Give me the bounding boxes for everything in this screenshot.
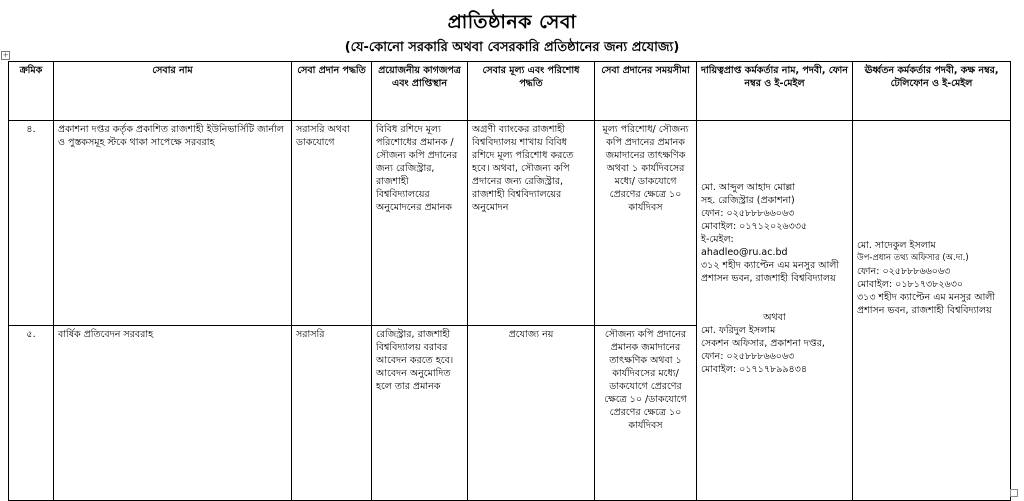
table-row <box>9 121 1011 326</box>
senior-room: ৩১৩ শহীদ ক্যাপ্টেন এম মনসুর আলী প্রশাসন ভবন, রাজশাহী বিশ্ববিদ্যালয় <box>857 292 996 316</box>
cell-documents: বিবিধ রশিদে মূল্য পরিশোধের প্রমানক / সৌজন্য কপি প্রদানের জন্য রেজিস্ট্রার, রাজশাহী বিশ্ববিদ্যালয়ের অনুমোদনের প্রমানক <box>372 121 468 326</box>
header-officer: দায়িত্বপ্রাপ্ত কর্মকর্তার নাম, পদবী, ফোন নম্বর ও ই-মেইল <box>697 62 853 121</box>
officer-mobile-1: মোবাইল: ০১৭১২০২৬৩৩৫ <box>701 221 808 232</box>
cell-service-name: প্রকাশনা দপ্তর কর্তৃক প্রকাশিত রাজশাহী ইউনিভার্সিটি জার্নাল ও পুস্তকসমূহ স্টকে থাকা সাপেক্ষে সরবরাহ <box>54 121 292 326</box>
header-serial: ক্রমিক <box>9 62 54 121</box>
officer-phone-2: ফোন: ০২৫৮৮৮৬৬০৬৩ <box>701 351 795 362</box>
table-resize-handle[interactable] <box>1010 489 1018 497</box>
page-title: প্রাতিষ্ঠানক সেবা <box>447 11 577 33</box>
cell-documents: রেজিস্ট্রার, রাজশাহী বিশ্ববিদ্যালয় বরাবর আবেদন করতে হবে। আবেদন অনুমোদিত হলে তার প্রমানক <box>372 326 468 501</box>
page-subtitle: (যে-কোনো সরকারি অথবা বেসরকারি প্রতিষ্ঠানের জন্য প্রযোজ্য) <box>344 40 680 55</box>
cell-serial: ৫. <box>9 326 54 501</box>
officer-name-1: মো. আব্দুল আহাদ মোল্লা <box>701 182 796 193</box>
officer-mobile-2: মোবাইল: ০১৭১৭৮৯৯৪৩৪ <box>701 364 808 375</box>
senior-mobile: মোবাইল: ০১৮১৭৩৮২৬৩০ <box>857 279 964 290</box>
senior-phone: ফোন: ০২৫৮৮৮৬৬০৬৩ <box>857 266 951 277</box>
cell-serial: ৪. <box>9 121 54 326</box>
cell-method: সরাসরি অথবা ডাকযোগে <box>292 121 372 326</box>
officer-name-2: মো. ফরিদুল ইসলাম <box>701 325 776 336</box>
table-header-row <box>9 62 1011 121</box>
cell-officer <box>697 121 853 501</box>
service-table <box>8 61 1011 501</box>
cell-time: মূল্য পরিশোধ/ সৌজন্য কপি প্রদানের প্রমানক জমাদানের তাৎক্ষণিক অথবা ১ কার্যদিবসের মধ্যে/ ডাকযোগে প্রেরণের ক্ষেত্রে ১০ কার্যদিবস <box>595 121 697 326</box>
header-method: সেবা প্রদান পদ্ধতি <box>292 62 372 121</box>
header-time: সেবা প্রদানের সময়সীমা <box>595 62 697 121</box>
officer-email[interactable]: ahadleo@ru.ac.bd <box>701 247 788 258</box>
senior-title: উপ-প্রধান তথ্য অফিসার (অ.দা.) <box>857 253 969 263</box>
cell-method: সরাসরি <box>292 326 372 501</box>
header-senior: ঊর্ধ্বতন কর্মকর্তার পদবী, কক্ষ নম্বর, টেলিফোন ও ই-মেইল <box>853 62 1011 121</box>
officer-title-1: সহ. রেজিস্ট্রার (প্রকাশনা) <box>701 195 795 206</box>
header-service-name: সেবার নাম <box>54 62 292 121</box>
cell-fee: প্রযোজ্য নয় <box>468 326 595 501</box>
cell-service-name: বার্ষিক প্রতিবেদন সরবরাহ <box>54 326 292 501</box>
table-move-handle[interactable]: + <box>2 51 9 59</box>
cell-senior <box>853 121 1011 501</box>
officer-phone-1: ফোন: ০২৫৮৮৮৬৬০৬৩ <box>701 208 795 219</box>
officer-room: ৩১২ শহীদ ক্যাপ্টেন এম মনসুর আলী প্রশাসন ভবন, রাজশাহী বিশ্ববিদ্যালয় <box>701 260 840 284</box>
officer-or: অথবা <box>763 312 786 323</box>
officer-title-2: সেকশন অফিসার, প্রকাশনা দপ্তর, <box>701 338 825 349</box>
senior-name: মো. সাদেকুল ইসলাম <box>857 240 936 251</box>
officer-email-label: ই-মেইল: <box>701 234 734 245</box>
cell-fee: অগ্রণী ব্যাংকের রাজশাহী বিশ্ববিদ্যালয় শাখায় বিবিধ রশিদে মূল্য পরিশোধ করতে হবে। অথবা, সৌজন্য কপি প্রদানের জন্য রেজিস্ট্রার, রাজশাহী বিশ্ববিদ্যালয়ের অনুমোদন <box>468 121 595 326</box>
header-documents: প্রয়োজনীয় কাগজপত্র এবং প্রাপ্তিস্থান <box>372 62 468 121</box>
cell-time: সৌজন্য কপি প্রদানের প্রমানক জমাদানের তাৎক্ষণিক অথবা ১ কার্যদিবসের মধ্যে/ ডাকযোগে প্রেরণের ক্ষেত্রে ১০ /ডাকযোগে প্রেরণের ক্ষেত্রে ১০ কার্যদিবস <box>595 326 697 501</box>
header-fee: সেবার মূল্য এবং পরিশোধ পদ্ধতি <box>468 62 595 121</box>
